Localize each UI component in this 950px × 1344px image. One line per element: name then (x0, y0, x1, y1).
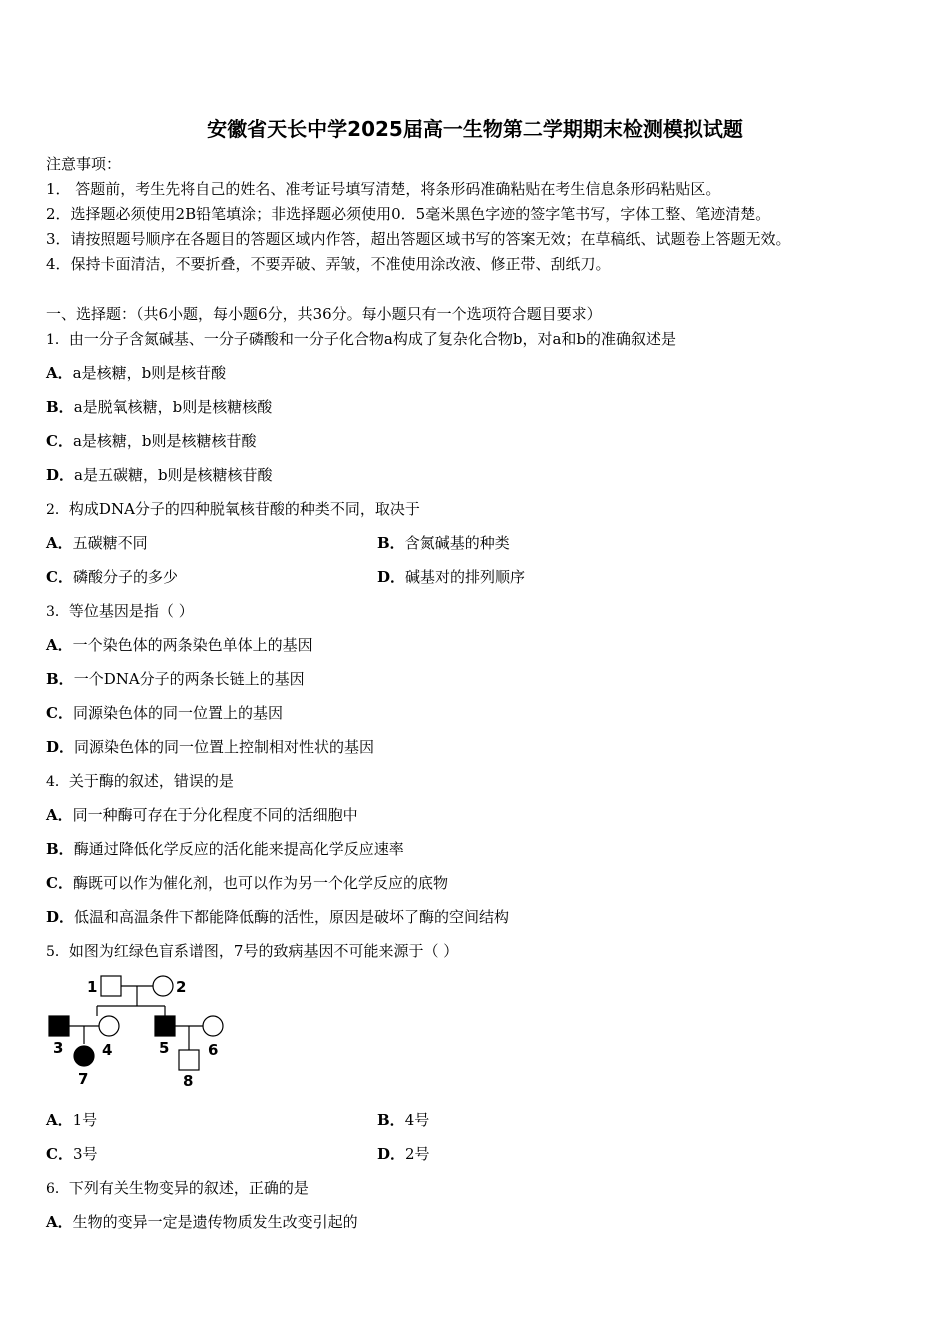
individual-2-female (153, 976, 173, 996)
individual-6-female (203, 1016, 223, 1036)
individual-8-male (179, 1050, 199, 1070)
option-letter: B． (46, 398, 74, 416)
option-2d (377, 566, 525, 587)
option-1a (46, 362, 226, 383)
option-3a (46, 634, 313, 655)
option-text: 碱基对的排列顺序 (405, 568, 526, 586)
question-text: 构成DNA分子的四种脱氧核苷酸的种类不同，取决于 (68, 500, 420, 518)
option-text: 同一种酶可存在于分化程度不同的活细胞中 (72, 806, 358, 824)
question-number: 1． (46, 332, 69, 348)
question-text: 由一分子含氮碱基、一分子磷酸和一分子化合物a构成了复杂化合物b，对a和b的准确叙述是 (68, 330, 677, 348)
option-5b (377, 1109, 429, 1130)
question-2 (46, 498, 420, 519)
option-6a (46, 1211, 358, 1232)
question-number: 3． (46, 604, 69, 620)
option-text: 低温和高温条件下都能降低酶的活性，原因是破坏了酶的空间结构 (74, 908, 510, 926)
option-text: 1号 (72, 1111, 98, 1129)
option-4b (46, 838, 404, 859)
option-letter: C． (46, 1145, 73, 1163)
option-4d (46, 906, 509, 927)
option-5d (377, 1143, 430, 1164)
option-text: 酶通过降低化学反应的活化能来提高化学反应速率 (73, 840, 404, 858)
option-letter: B． (377, 534, 405, 552)
option-letter: B． (46, 670, 74, 688)
pedigree-diagram (40, 968, 240, 1096)
individual-5-affected-male (155, 1016, 175, 1036)
question-text: 等位基因是指（ ） (68, 602, 194, 620)
option-5a (46, 1109, 97, 1130)
option-text: 3号 (72, 1145, 98, 1163)
option-letter: A． (46, 534, 73, 552)
option-letter: D． (46, 908, 75, 926)
notice-item-1: 1． 答题前，考生先将自己的姓名、准考证号填写清楚，将条形码准确粘贴在考生信息条形码粘贴区。 (46, 180, 721, 198)
option-text: 生物的变异一定是遗传物质发生改变引起的 (72, 1213, 358, 1231)
notice-item-3: 3．请按照题号顺序在各题目的答题区域内作答，超出答题区域书写的答案无效；在草稿纸、试题卷上答题无效。 (46, 230, 791, 248)
notice-item-4: 4．保持卡面清洁，不要折叠，不要弄破、弄皱，不准使用涂改液、修正带、刮纸刀。 (46, 255, 611, 273)
question-number: 6． (46, 1181, 69, 1197)
option-1b (46, 396, 272, 417)
option-2c (46, 566, 178, 587)
option-text: a是核糖，b则是核苷酸 (72, 364, 227, 382)
label-6: 6 (208, 1041, 219, 1059)
option-text: 同源染色体的同一位置上控制相对性状的基因 (74, 738, 375, 756)
option-2a (46, 532, 148, 553)
question-text: 下列有关生物变异的叙述，正确的是 (68, 1179, 309, 1197)
option-letter: D． (377, 1145, 406, 1163)
question-6 (46, 1177, 309, 1198)
label-5: 5 (159, 1039, 170, 1057)
option-letter: B． (46, 840, 74, 858)
option-4c (46, 872, 448, 893)
option-3d (46, 736, 374, 757)
option-letter: B． (377, 1111, 405, 1129)
option-letter: C． (46, 874, 73, 892)
page-title: 安徽省天长中学2025届高一生物第二学期期末检测模拟试题 (207, 117, 743, 141)
individual-4-female (99, 1016, 119, 1036)
option-text: 磷酸分子的多少 (72, 568, 178, 586)
question-number: 5． (46, 944, 69, 960)
option-letter: C． (46, 568, 73, 586)
option-letter: D． (46, 738, 75, 756)
option-text: 五碳糖不同 (72, 534, 148, 552)
option-1c (46, 430, 257, 451)
label-8: 8 (183, 1072, 194, 1090)
individual-7-affected-female (74, 1046, 94, 1066)
question-number: 4． (46, 774, 69, 790)
option-letter: C． (46, 704, 73, 722)
question-3 (46, 600, 194, 621)
option-text: 同源染色体的同一位置上的基因 (72, 704, 283, 722)
question-4 (46, 770, 234, 791)
option-text: 含氮碱基的种类 (404, 534, 510, 552)
label-3: 3 (53, 1039, 64, 1057)
section-heading: 一、选择题：（共6小题，每小题6分，共36分。每小题只有一个选项符合题目要求） (46, 305, 602, 323)
option-3b (46, 668, 305, 689)
option-letter: A． (46, 364, 73, 382)
option-5c (46, 1143, 98, 1164)
question-text: 如图为红绿色盲系谱图，7号的致病基因不可能来源于（ ） (68, 942, 459, 960)
question-5 (46, 940, 458, 961)
option-2b (377, 532, 510, 553)
option-4a (46, 804, 358, 825)
option-letter: D． (377, 568, 406, 586)
option-text: a是五碳糖，b则是核糖核苷酸 (74, 466, 273, 484)
option-letter: A． (46, 1111, 73, 1129)
option-letter: A． (46, 806, 73, 824)
option-letter: A． (46, 1213, 73, 1231)
label-2: 2 (176, 978, 187, 996)
question-1 (46, 328, 676, 349)
option-text: a是核糖，b则是核糖核苷酸 (72, 432, 257, 450)
option-text: 2号 (405, 1145, 430, 1163)
option-letter: C． (46, 432, 73, 450)
option-text: a是脱氧核糖，b则是核糖核酸 (73, 398, 273, 416)
option-text: 一个DNA分子的两条长链上的基因 (73, 670, 305, 688)
notice-item-2: 2．选择题必须使用2B铅笔填涂；非选择题必须使用0．5毫米黑色字迹的签字笔书写，字体工整、笔迹清楚。 (46, 205, 771, 223)
option-text: 酶既可以作为催化剂，也可以作为另一个化学反应的底物 (72, 874, 448, 892)
option-3c (46, 702, 283, 723)
option-text: 一个染色体的两条染色单体上的基因 (72, 636, 313, 654)
label-7: 7 (78, 1070, 89, 1088)
individual-3-affected-male (49, 1016, 69, 1036)
question-number: 2． (46, 502, 69, 518)
individual-1-male (101, 976, 121, 996)
question-text: 关于酶的叙述，错误的是 (68, 772, 234, 790)
option-1d (46, 464, 273, 485)
notice-heading: 注意事项： (46, 155, 122, 173)
label-4: 4 (102, 1041, 113, 1059)
option-letter: D． (46, 466, 75, 484)
label-1: 1 (87, 978, 98, 996)
option-text: 4号 (404, 1111, 430, 1129)
option-letter: A． (46, 636, 73, 654)
